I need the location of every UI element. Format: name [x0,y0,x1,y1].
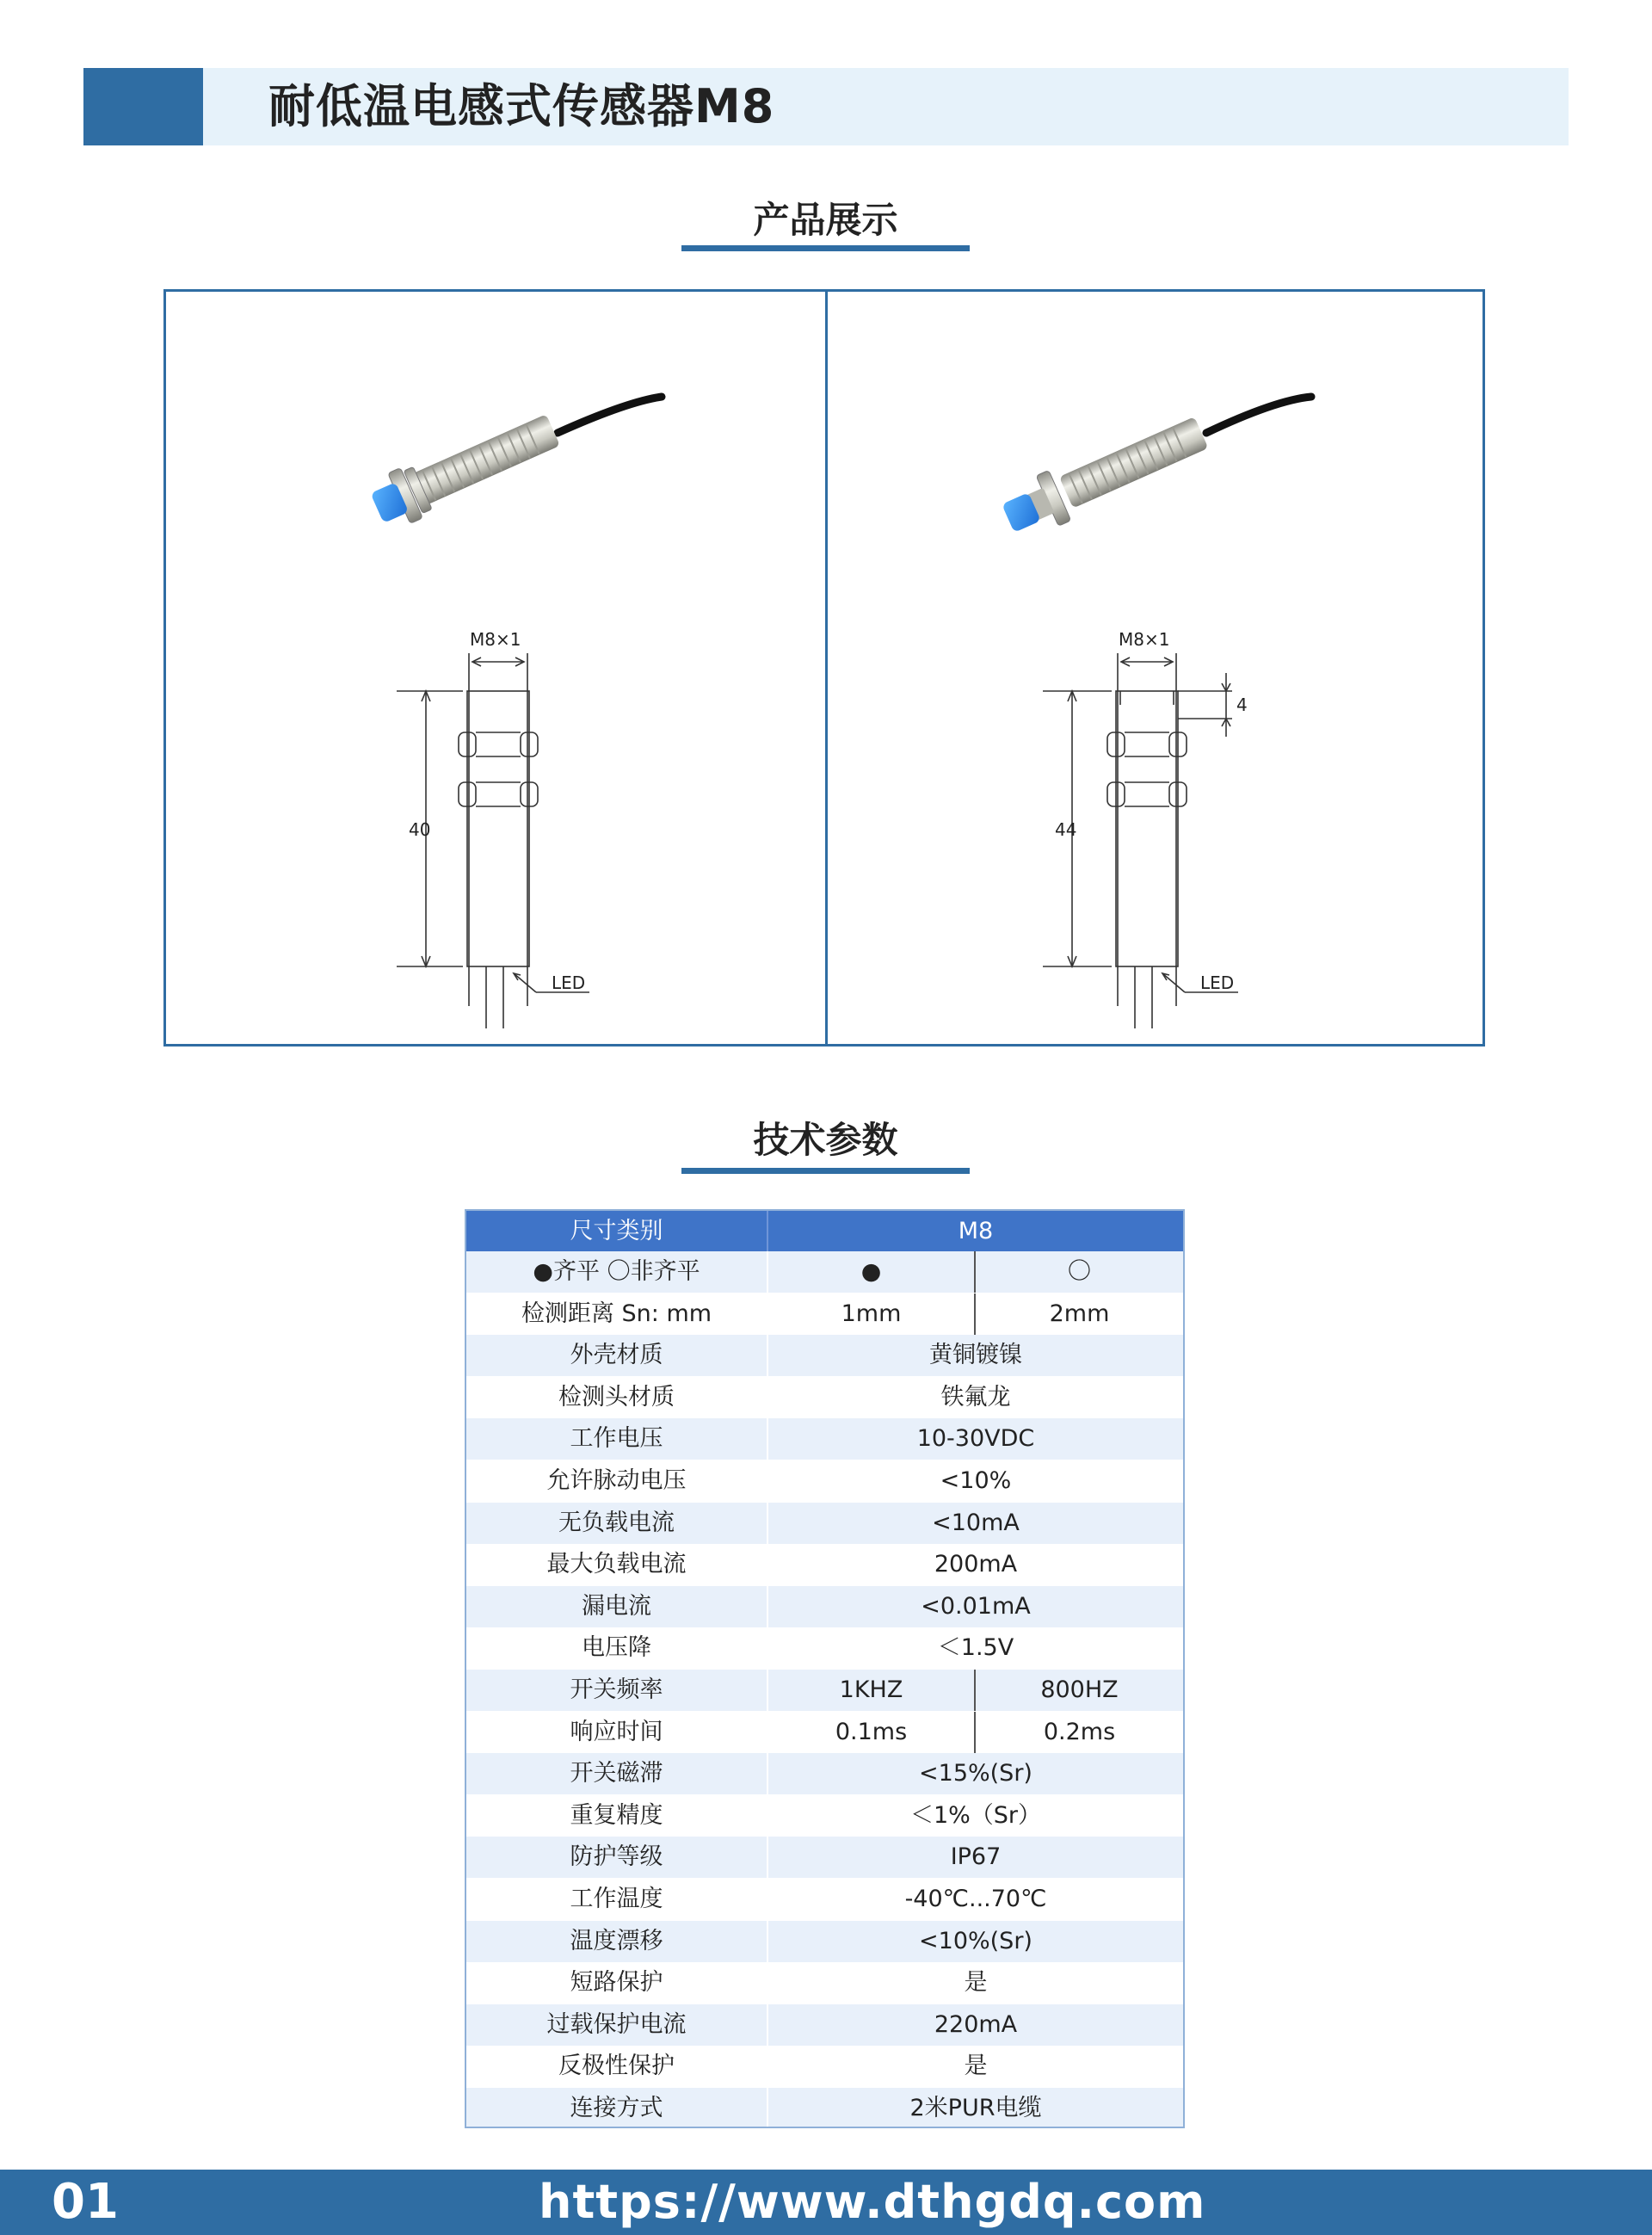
table-header-value: M8 [958,1218,994,1244]
row-label: 工作电压 [466,1418,768,1460]
row-value: 200mA [934,1551,1018,1578]
row-value-nonflush: 〇 [1068,1258,1091,1285]
row-value: 是 [964,2053,988,2080]
table-row [466,1921,1183,1962]
table-row [466,1879,1183,1920]
table-row [466,1586,1183,1627]
table-row [466,1962,1183,2003]
row-value-flush: 0.1ms [768,1712,976,1753]
section-title-tech-params: 技术参数 [753,1119,898,1161]
table-row [466,1670,1183,1711]
row-label: 温度漂移 [466,1921,768,1962]
header-accent-block [83,68,203,145]
row-label: 外壳材质 [466,1335,768,1376]
row-label: 漏电流 [466,1586,768,1627]
length-label: 44 [1055,819,1077,840]
thread-label: M8×1 [1119,629,1170,650]
section-underline [681,245,970,251]
led-label: LED [1200,972,1235,993]
row-value: <10%(Sr) [919,1927,1032,1954]
table-row [466,2088,1183,2128]
row-label: 无负载电流 [466,1503,768,1544]
row-value: IP67 [950,1843,1002,1871]
row-value: ＜1%（Sr） [909,1801,1042,1829]
length-label: 40 [409,819,431,840]
row-label: 开关频率 [466,1670,768,1711]
row-value: 10-30VDC [916,1425,1035,1453]
sensor-photo-right [996,397,1311,544]
table-row [466,1335,1183,1376]
table-header-label: 尺寸类别 [466,1211,768,1251]
table-row [466,1503,1183,1544]
sensor-photo-left [366,397,662,534]
row-value: 2米PUR电缆 [909,2095,1042,2121]
row-value: 黄铜镀镍 [929,1342,1022,1369]
table-row [466,1293,1183,1335]
row-value: <15%(Sr) [919,1760,1032,1787]
product-panel [163,289,1485,1046]
table-row [466,1251,1183,1293]
footer-url[interactable]: https://www.dthgdq.com [539,2175,1206,2229]
row-label: 允许脉动电压 [466,1460,768,1502]
row-value-nonflush: 0.2ms [1043,1718,1116,1745]
row-value: <10% [940,1467,1012,1494]
table-row [466,1753,1183,1794]
row-label: 响应时间 [466,1712,768,1753]
thread-label: M8×1 [470,629,521,650]
protrusion-label: 4 [1236,695,1248,715]
section-title-product-display: 产品展示 [753,199,898,241]
row-label: 检测头材质 [466,1377,768,1418]
row-value-flush: ● [768,1251,976,1293]
row-value: ＜1.5V [937,1634,1014,1662]
row-label: 重复精度 [466,1795,768,1837]
row-label: 短路保护 [466,1962,768,2003]
row-value: 是 [964,1969,988,1997]
row-value: <0.01mA [921,1592,1031,1620]
table-row [466,1544,1183,1585]
page-title: 耐低温电感式传感器M8 [268,79,775,133]
row-label: 电压降 [466,1627,768,1669]
row-value-flush: 1mm [768,1293,976,1335]
section-underline [681,1168,970,1174]
row-label: 防护等级 [466,1837,768,1878]
row-label: 最大负载电流 [466,1544,768,1585]
row-value: 铁氟龙 [940,1383,1011,1411]
table-row [466,1795,1183,1837]
led-label: LED [552,972,586,993]
row-label: ●齐平 〇非齐平 [466,1251,768,1293]
row-label: 连接方式 [466,2088,768,2128]
row-label: 工作温度 [466,1879,768,1920]
product-left [166,292,825,1044]
row-value-flush: 1KHZ [768,1670,976,1711]
row-value-nonflush: 800HZ [1040,1676,1119,1703]
row-value: 220mA [934,2010,1018,2038]
row-value: -40℃...70℃ [904,1886,1047,1912]
table-row [466,1627,1183,1669]
table-row [466,2046,1183,2087]
table-row [466,1712,1183,1753]
row-label: 过载保护电流 [466,2004,768,2046]
row-label: 开关磁滞 [466,1753,768,1794]
table-row [466,1460,1183,1502]
product-right [828,292,1482,1044]
table-row [466,2004,1183,2046]
table-header-row [466,1211,1183,1251]
table-row [466,1418,1183,1460]
page-number: 01 [52,2174,119,2230]
table-row [466,1377,1183,1418]
row-value-nonflush: 2mm [1049,1300,1110,1327]
row-value: <10mA [932,1509,1020,1536]
spec-table [465,1209,1185,2128]
row-label: 检测距离 Sn: mm [466,1293,768,1335]
table-row [466,1837,1183,1878]
row-label: 反极性保护 [466,2046,768,2087]
